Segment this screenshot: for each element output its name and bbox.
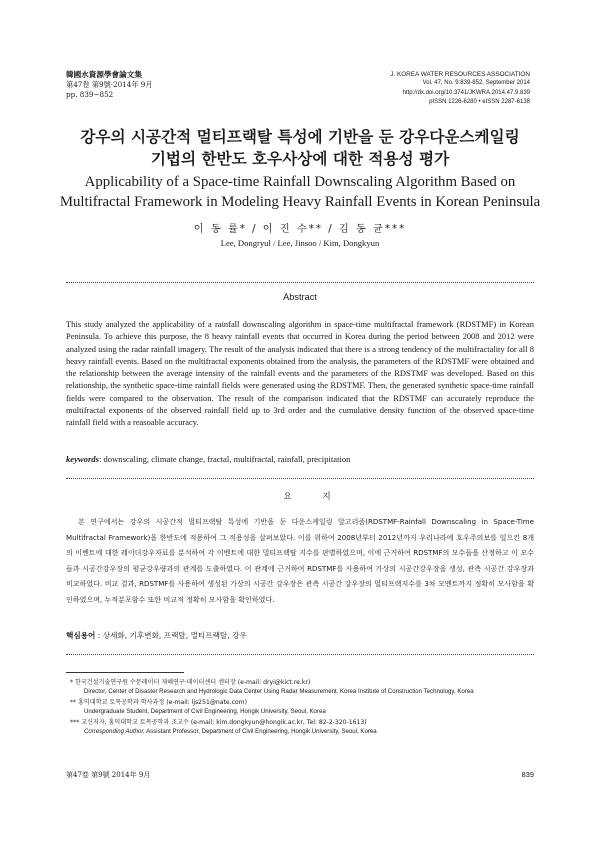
journal-header-left <box>66 70 153 100</box>
abstract-body: This study analyzed the applicability of a rainfall downscaling algorithm in space-time multifractal framework (RDSTMF) in Korean Peninsula. To achieve this purpose, the 8 heavy rainfall events that occurred in Korea during the period between 2008 and 2012 were analyzed using the radar rainfall imagery. The result of the analysis indicated that there is a strong tendency of the multifractality for all 8 heavy rainfall events. Based on the multifractal exponents obtained from the analysis, the parameters of the RDSTMF were obtained and the relationship between the average intensity of the rainfall events and the parameters of the RDSTMF was developed. Based on this relationship, the synthetic space-time rainfall fields were generated using the RDSTMF. Then, the generated synthetic space-time rainfall fields were compared to the observation. The result of the comparison indicated that the RDSTMF can accurately reproduce the multifractal exponents of the observed rainfall field up to 3rd order and the cumulative density function of the observed space-time rainfall field with a reasoable accuracy. <box>66 319 534 428</box>
footnote-3 <box>70 718 536 737</box>
footnote-1 <box>70 678 536 697</box>
corresponding-author-label: Corresponding Author, <box>84 728 145 736</box>
abstract-heading: Abstract <box>283 292 317 302</box>
footnote-3-en-line <box>70 727 536 736</box>
divider-middle <box>66 478 534 479</box>
title-en-line1: Applicability of a Space-time Rainfall Downscaling Algorithm Based on <box>84 174 516 190</box>
keywords-en-text: : downscaling, climate change, fractal, multifractal, rainfall, precipitation <box>98 454 351 464</box>
title-en-line2: Multifractal Framework in Modeling Heavy Rainfall Events in Korean Peninsula <box>59 194 541 210</box>
yoji-heading: 요 지 <box>283 492 345 502</box>
volume-info-en: Vol. 47, No. 9:839-852, September 2014 <box>422 80 530 87</box>
footer-issue: 第47卷 第9號 2014年 9月 <box>66 771 151 779</box>
page-number: 839 <box>521 770 534 779</box>
journal-name-ko: 韓國水資源學會論文集 <box>66 70 142 79</box>
page-range: pp. 839~852 <box>66 90 114 99</box>
authors-en: Lee, Dongryul / Lee, Jinsoo / Kim, Dongkyun <box>220 238 380 248</box>
journal-name-en: J. KOREA WATER RESOURCES ASSOCIATION <box>390 71 530 78</box>
footnote-3-ko: *** 교신저자, 홍익대학교 토목공학과 조교수 (e-mail: kim.dongkyun@hongik.ac.kr, Tel: 82-2-320-1613) <box>70 718 367 726</box>
doi-link[interactable]: http://dx.doi.org/10.3741/JKWRA.2014.47.9.839 <box>402 89 530 96</box>
keywords-ko-text: : 상세화, 기후변화, 프랙탈, 멀티프랙탈, 강우 <box>95 631 247 640</box>
authors-ko: 이 동 률* / 이 진 수** / 김 동 균*** <box>193 224 407 235</box>
issn: pISSN 1226-6280 • eISSN 2287-6138 <box>429 99 530 106</box>
footnote-3-en: Assistant Professor, Department of Civil Engineering, Hongik University, Seoul, Korea <box>144 728 377 736</box>
keywords-ko <box>66 630 534 641</box>
journal-header-right <box>390 70 530 108</box>
volume-info-ko: 第47卷 第9號·2014年 9月 <box>66 80 153 89</box>
footnote-2-ko: ** 홍익대학교 토목공학과 학사과정 (e-mail: ljs251@nate.com) <box>70 698 247 706</box>
keywords-en <box>66 454 534 464</box>
keywords-ko-label: 핵심용어 <box>66 631 96 640</box>
paper-title-ko <box>40 126 560 170</box>
footnotes <box>70 678 536 737</box>
divider-bottom <box>66 654 534 655</box>
footnote-1-ko: * 한국건설기술연구원 수문레이더 재해연구·데이터센터 센터장 (e-mail: dryi@kict.re.kr) <box>70 679 311 686</box>
divider-top <box>66 282 534 283</box>
footnote-rule <box>66 672 184 673</box>
keywords-en-label: keywords <box>66 454 99 464</box>
title-ko-line1: 강우의 시공간적 멀티프랙탈 특성에 기반을 둔 강우다운스케일링 <box>80 128 520 146</box>
footnote-2-en: Undergraduate Student, Department of Civil Engineering, Hongik University, Seoul, Korea <box>84 708 326 716</box>
footnote-2 <box>70 698 536 717</box>
title-ko-line2: 기법의 한반도 호우사상에 대한 적용성 평가 <box>150 150 450 168</box>
footnote-1-en: Director, Center of Disaster Research and Hydrologic Data Center Using Radar Measurement, Korea Institute of Construction Technology, Korea <box>84 688 474 696</box>
paper-title-en <box>40 172 560 212</box>
yoji-body: 본 연구에서는 강우의 시공간적 멀티프랙탈 특성에 기반을 둔 다운스케일링 알고리즘(RDSTMF-Rainfall Downscaling in Space-Time Multifractal Framework)을 한반도에 적용하여 그 적용성을 살펴보았다. 이를 위하여 2008년부터 2012년까지 우리나라에 호우주의보를 일으킨 8개의 이벤트에 대한 레이더강우자료를 분석하여 각 이벤트에 대한 멀티프랙탈 지수를 판별하였으며, 이에 근거하여 RDSTMF의 모수들을 산정하고 이 모수들과 시공간강우장의 평균강우량과의 관계를 도출하였다. 이 관계에 근거하여 RDSTMF를 사용하여 가상의 시공간강우장을 생성, 관측 시공간 강우장과 비교하였다. 비교 결과, RDSTMF를 사용하여 생성된 가상의 시공간 강우장은 관측 시공간 강우장의 멀티프랙지수를 3차 모멘트까지 정확히 모사함을 확인하였으며, 누적분포함수 또한 비교적 정확히 모사함을 확인하였다. <box>66 517 534 604</box>
